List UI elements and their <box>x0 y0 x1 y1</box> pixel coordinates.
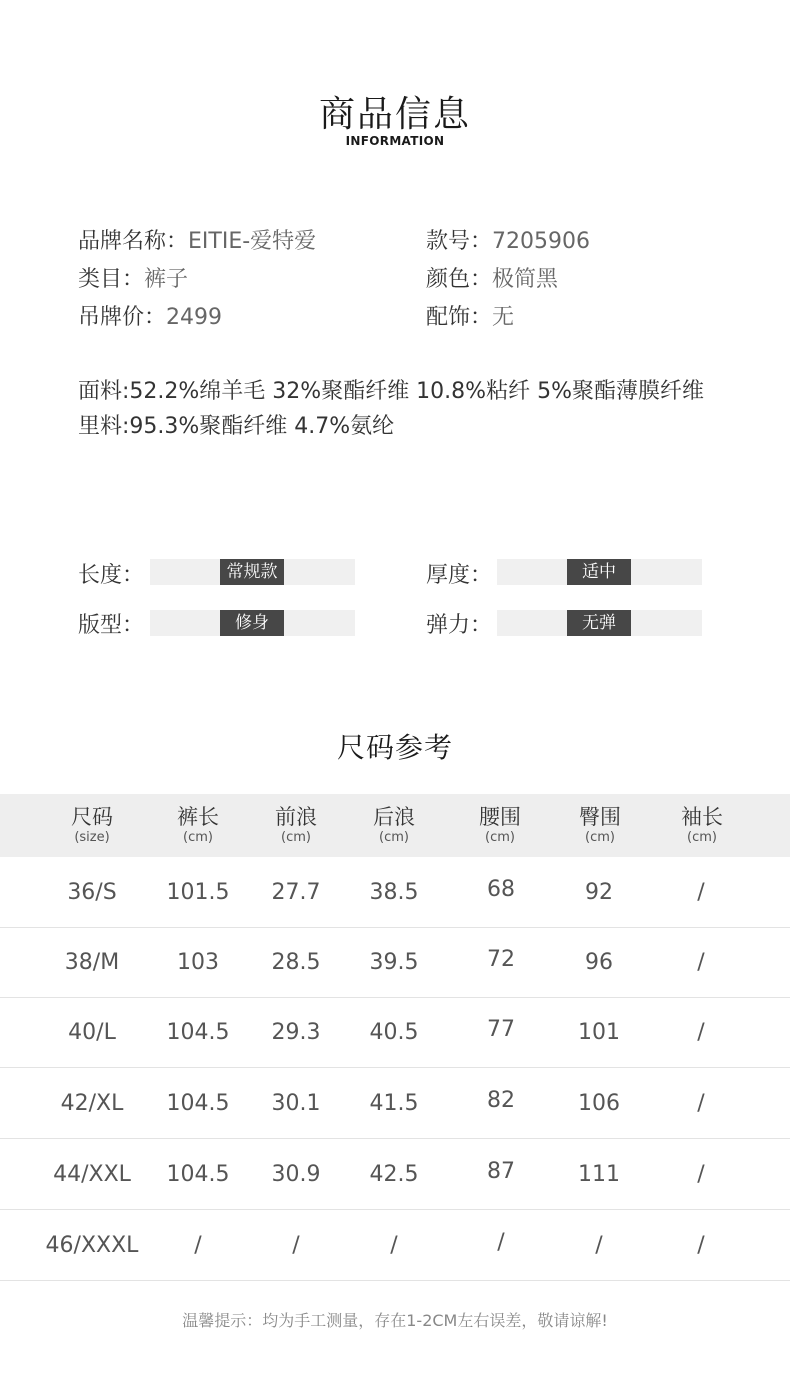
table-cell: 44/XXL <box>53 1162 131 1187</box>
table-row <box>0 1068 790 1139</box>
table-row <box>0 927 790 998</box>
table-cell: 28.5 <box>271 950 321 975</box>
table-cell: 39.5 <box>369 950 419 975</box>
table-cell: / <box>697 950 705 975</box>
table-cell: / <box>697 880 705 905</box>
elasticity-tag: 无弹 <box>567 610 631 636</box>
header-front-rise <box>241 804 351 846</box>
table-cell: / <box>697 1162 705 1187</box>
thickness-bar <box>497 559 702 585</box>
header-pants-length-unit: (cm) <box>183 830 213 845</box>
table-cell: / <box>497 1230 505 1255</box>
thickness-label: 厚度： <box>426 563 493 588</box>
header-waist-label: 腰围 <box>479 805 521 829</box>
style-info <box>426 224 590 255</box>
fabric-outer: 面料:52.2%绵羊毛 32%聚酯纤维 10.8%粘纤 5%聚酯薄膜纤维 <box>78 379 704 404</box>
table-cell: 87 <box>487 1159 515 1184</box>
fit-bar <box>150 610 355 636</box>
color-info <box>426 262 558 293</box>
table-cell: 92 <box>585 880 613 905</box>
table-row <box>0 1210 790 1281</box>
elasticity-label: 弹力： <box>426 613 493 638</box>
header-hip <box>545 804 655 846</box>
header-sleeve-unit: (cm) <box>687 830 717 845</box>
length-label: 长度： <box>78 563 145 588</box>
fit-label: 版型： <box>78 613 145 638</box>
table-row <box>0 997 790 1068</box>
fit-tag: 修身 <box>220 610 284 636</box>
table-cell: / <box>697 1020 705 1045</box>
accessory-label: 配饰： <box>426 305 493 330</box>
table-cell: 82 <box>487 1088 515 1113</box>
header-size <box>37 804 147 846</box>
header-back-rise <box>339 804 449 846</box>
size-table-header <box>0 794 790 857</box>
table-cell: / <box>390 1233 398 1258</box>
table-cell: 29.3 <box>271 1020 321 1045</box>
category-info <box>78 262 188 293</box>
header-sleeve <box>647 804 757 846</box>
table-cell: 68 <box>487 877 515 902</box>
color-value: 极简黑 <box>492 267 559 292</box>
header-front-rise-label: 前浪 <box>275 805 317 829</box>
table-cell: 42.5 <box>369 1162 419 1187</box>
style-value: 7205906 <box>492 229 590 254</box>
table-cell: 38.5 <box>369 880 419 905</box>
length-bar <box>150 559 355 585</box>
category-label: 类目： <box>78 267 145 292</box>
accessory-info <box>426 300 514 331</box>
thickness-tag: 适中 <box>567 559 631 585</box>
table-row <box>0 857 790 928</box>
brand-info <box>78 224 316 255</box>
header-waist-unit: (cm) <box>485 830 515 845</box>
table-cell: 46/XXXL <box>45 1233 139 1258</box>
table-cell: 106 <box>578 1091 620 1116</box>
header-front-rise-unit: (cm) <box>281 830 311 845</box>
table-cell: 40/L <box>68 1020 116 1045</box>
header-sleeve-label: 袖长 <box>681 805 723 829</box>
table-row <box>0 1139 790 1210</box>
color-label: 颜色： <box>426 267 493 292</box>
measurement-note: 温馨提示：均为手工测量，存在1-2CM左右误差，敬请谅解! <box>182 1311 608 1330</box>
table-cell: 38/M <box>64 950 120 975</box>
table-cell: 104.5 <box>166 1091 230 1116</box>
brand-label: 品牌名称： <box>78 229 189 254</box>
table-cell: 104.5 <box>166 1162 230 1187</box>
header-size-label: 尺码 <box>71 805 113 829</box>
table-cell: 40.5 <box>369 1020 419 1045</box>
table-cell: 111 <box>578 1162 620 1187</box>
table-cell: 96 <box>585 950 613 975</box>
table-cell: / <box>194 1233 202 1258</box>
table-cell: 72 <box>487 947 515 972</box>
size-chart-title: 尺码参考 <box>336 731 453 764</box>
table-cell: / <box>697 1233 705 1258</box>
header-back-rise-label: 后浪 <box>373 805 415 829</box>
header-waist <box>445 804 555 846</box>
header-hip-label: 臀围 <box>579 805 621 829</box>
table-cell: / <box>292 1233 300 1258</box>
price-label: 吊牌价： <box>78 305 167 330</box>
table-cell: 101.5 <box>166 880 230 905</box>
table-cell: 41.5 <box>369 1091 419 1116</box>
header-size-unit: (size) <box>74 830 110 845</box>
table-cell: 30.9 <box>271 1162 321 1187</box>
price-value: 2499 <box>166 305 223 330</box>
brand-value: EITIE-爱特爱 <box>188 229 317 254</box>
elasticity-bar <box>497 610 702 636</box>
page-subtitle: INFORMATION <box>345 134 445 148</box>
length-tag: 常规款 <box>220 559 284 585</box>
header-pants-length-label: 裤长 <box>177 805 219 829</box>
price-info <box>78 300 222 331</box>
table-cell: 103 <box>177 950 219 975</box>
style-label: 款号： <box>426 229 493 254</box>
table-cell: 42/XL <box>60 1091 124 1116</box>
header-pants-length <box>143 804 253 846</box>
table-cell: 36/S <box>67 880 117 905</box>
table-cell: 27.7 <box>271 880 321 905</box>
table-cell: 77 <box>487 1017 515 1042</box>
page-title: 商品信息 <box>318 94 471 135</box>
table-cell: / <box>595 1233 603 1258</box>
table-cell: 30.1 <box>271 1091 321 1116</box>
header-hip-unit: (cm) <box>585 830 615 845</box>
table-cell: 104.5 <box>166 1020 230 1045</box>
table-cell: / <box>697 1091 705 1116</box>
accessory-value: 无 <box>492 305 515 330</box>
fabric-lining: 里料:95.3%聚酯纤维 4.7%氨纶 <box>78 414 395 439</box>
category-value: 裤子 <box>144 267 189 292</box>
header-back-rise-unit: (cm) <box>379 830 409 845</box>
table-cell: 101 <box>578 1020 620 1045</box>
